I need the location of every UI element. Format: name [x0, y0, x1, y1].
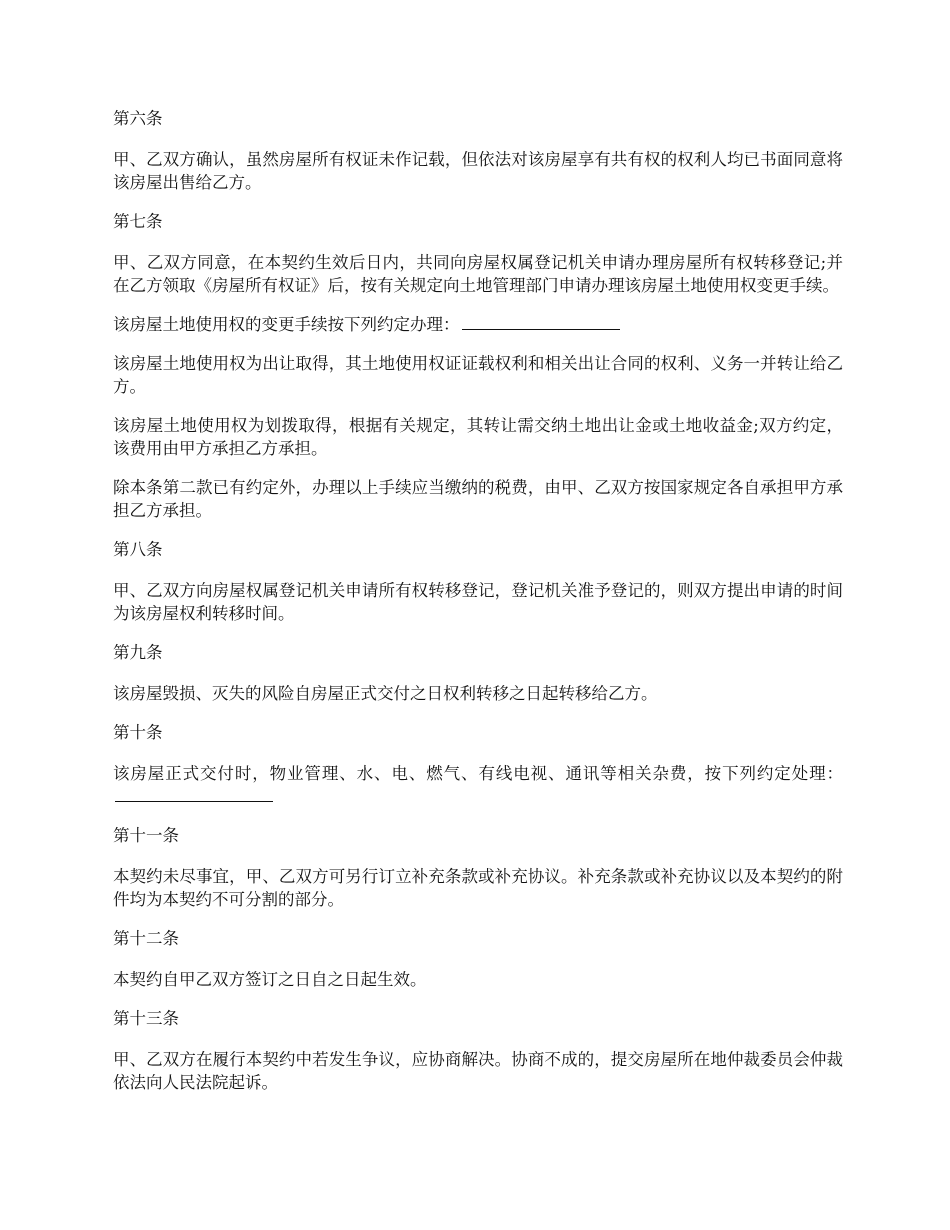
article-9-paragraph: 该房屋毁损、灭失的风险自房屋正式交付之日权利转移之日起转移给乙方。 — [113, 684, 658, 703]
article-9-heading: 第九条 — [113, 643, 163, 662]
fill-in-blank[interactable] — [115, 785, 273, 802]
article-7-paragraph-4: 该房屋土地使用权为划拨取得，根据有关规定，其转让需交纳土地出让金或土地收益金;双方约定，该费用由甲方承担乙方承担。 — [113, 416, 843, 458]
article-8-heading: 第八条 — [113, 540, 163, 559]
document-page — [113, 107, 843, 1110]
fill-in-blank[interactable] — [462, 313, 620, 330]
article-7-paragraph-3: 该房屋土地使用权为出让取得，其土地使用权证证载权利和相关出让合同的权利、义务一并转让给乙方。 — [113, 354, 843, 396]
article-7-heading: 第七条 — [113, 212, 163, 231]
article-7-paragraph-2-text: 该房屋土地使用权的变更手续按下列约定办理： — [113, 315, 460, 334]
article-13-heading: 第十三条 — [113, 1009, 179, 1028]
article-10-heading: 第十条 — [113, 723, 163, 742]
article-13-paragraph: 甲、乙双方在履行本契约中若发生争议，应协商解决。协商不成的，提交房屋所在地仲裁委员会仲裁依法向人民法院起诉。 — [113, 1050, 843, 1092]
article-6-paragraph: 甲、乙双方确认，虽然房屋所有权证未作记载，但依法对该房屋享有共有权的权利人均已书面同意将该房屋出售给乙方。 — [113, 150, 843, 192]
article-10-paragraph — [113, 762, 843, 808]
article-7-paragraph-5: 除本条第二款已有约定外，办理以上手续应当缴纳的税费，由甲、乙双方按国家规定各自承担甲方承担乙方承担。 — [113, 478, 843, 520]
article-11-heading: 第十一条 — [113, 826, 179, 845]
article-12-paragraph: 本契约自甲乙双方签订之日自之日起生效。 — [113, 970, 427, 989]
article-7-paragraph-2 — [113, 313, 843, 336]
article-10-paragraph-text: 该房屋正式交付时，物业管理、水、电、燃气、有线电视、通讯等相关杂费，按下列约定处理： — [113, 764, 843, 783]
article-11-paragraph: 本契约未尽事宜，甲、乙双方可另行订立补充条款或补充协议。补充条款或补充协议以及本契约的附件均为本契约不可分割的部分。 — [113, 867, 843, 909]
article-12-heading: 第十二条 — [113, 929, 179, 948]
article-7-paragraph-1: 甲、乙双方同意，在本契约生效后日内，共同向房屋权属登记机关申请办理房屋所有权转移登记;并在乙方领取《房屋所有权证》后，按有关规定向土地管理部门申请办理该房屋土地使用权变更手续。 — [113, 253, 843, 295]
article-6-heading: 第六条 — [113, 109, 163, 128]
article-8-paragraph: 甲、乙双方向房屋权属登记机关申请所有权转移登记，登记机关准予登记的，则双方提出申请的时间为该房屋权利转移时间。 — [113, 581, 843, 623]
